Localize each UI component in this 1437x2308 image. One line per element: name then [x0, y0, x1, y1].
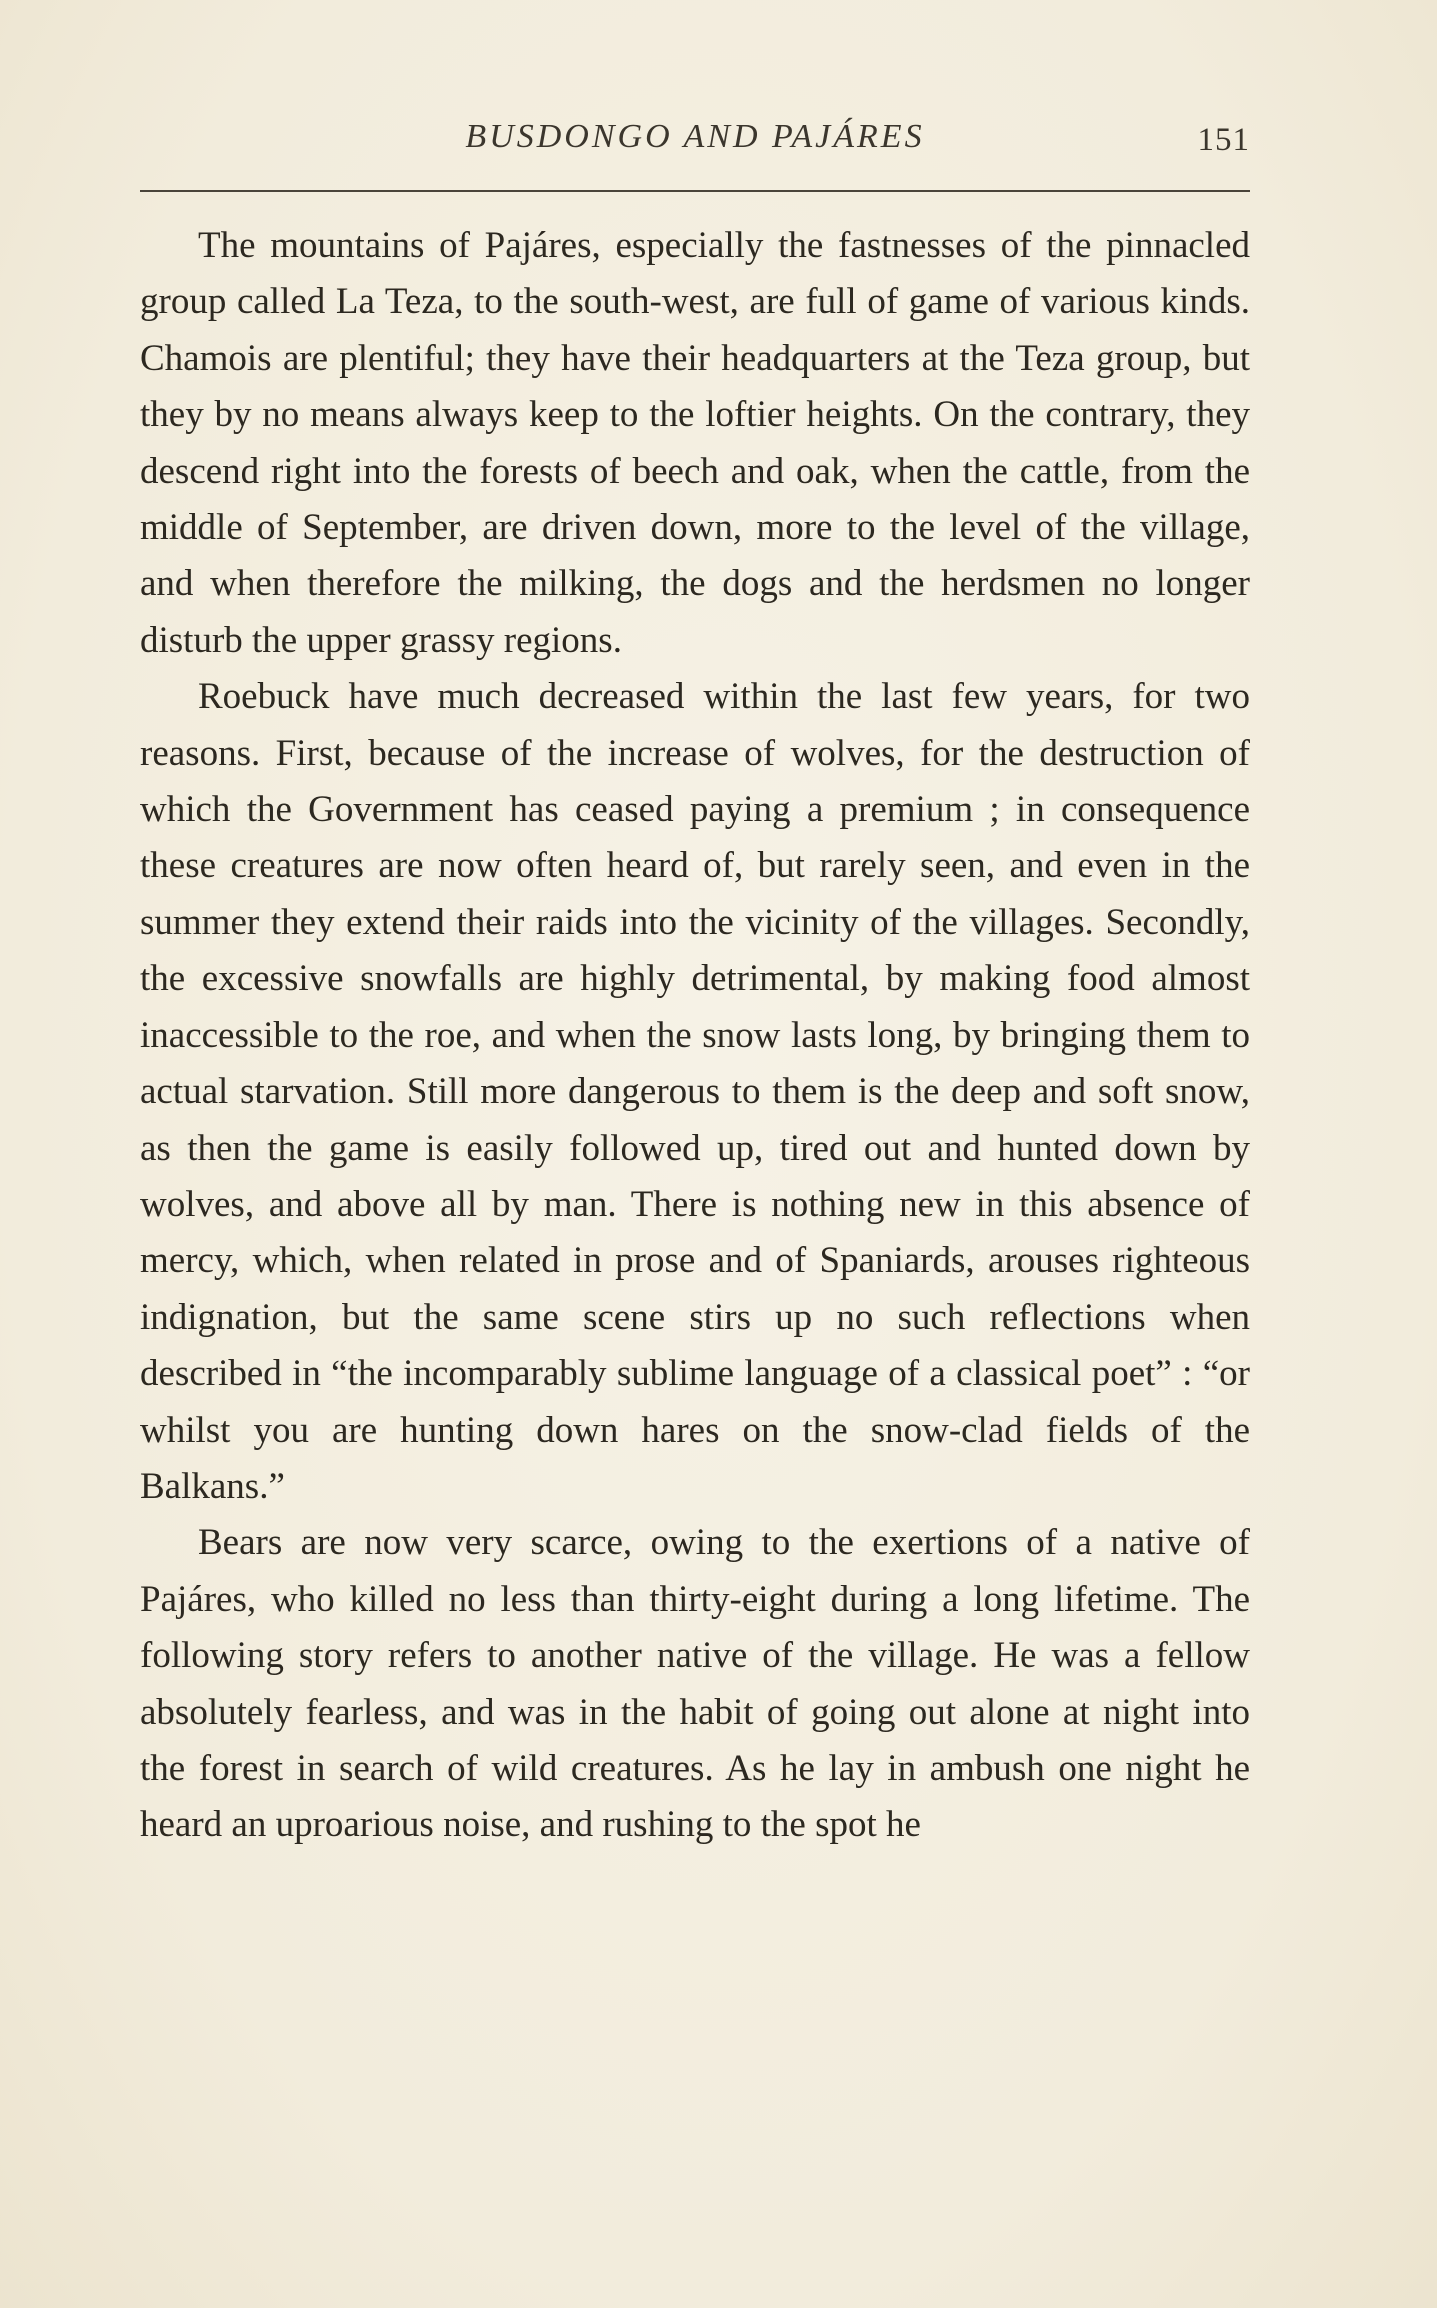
- running-head: [140, 118, 1250, 168]
- paragraph-chamois: The mountains of Pajáres, especially the fastnesses of the pinnacled group called La Teza, to the south-west, are full of game of various kinds. Chamois are plentiful; they have their headquarters at the Teza group, but they by no means always keep to the loftier heights. On the contrary, they descend right into the forests of beech and oak, when the cattle, from the middle of September, are driven down, more to the level of the village, and when therefore the milking, the dogs and the herdsmen no longer disturb the upper grassy regions.: [140, 225, 1250, 661]
- page-number: 151: [1197, 122, 1250, 158]
- body-text: [140, 218, 1250, 1854]
- header-rule: [140, 190, 1250, 192]
- paragraph-roebuck: Roebuck have much decreased within the last few years, for two reasons. First, because of the increase of wolves, for the destruction of which the Government has ceased paying a premium ; in consequence these creatures are now often heard of, but rarely seen, and even in the summer they extend their raids into the vicinity of the villages. Secondly, the excessive snowfalls are highly detrimental, by making food almost inaccessible to the roe, and when the snow lasts long, by bringing them to actual starvation. Still more dangerous to them is the deep and soft snow, as then the game is easily followed up, tired out and hunted down by wolves, and above all by man. There is nothing new in this absence of mercy, which, when related in prose and of Spaniards, arouses righteous indignation, but the same scene stirs up no such reflections when described in “the incomparably sublime language of a classical poet” : “or whilst you are hunting down hares on the snow-clad fields of the Balkans.”: [140, 676, 1250, 1507]
- paragraph-bears: Bears are now very scarce, owing to the exertions of a native of Pajáres, who killed no less than thirty-eight during a long lifetime. The following story refers to another native of the village. He was a fellow absolutely fearless, and was in the habit of going out alone at night into the forest in search of wild creatures. As he lay in ambush one night he heard an uproarious noise, and rushing to the spot he: [140, 1522, 1250, 1846]
- running-title: BUSDONGO AND PAJÁRES: [465, 118, 925, 155]
